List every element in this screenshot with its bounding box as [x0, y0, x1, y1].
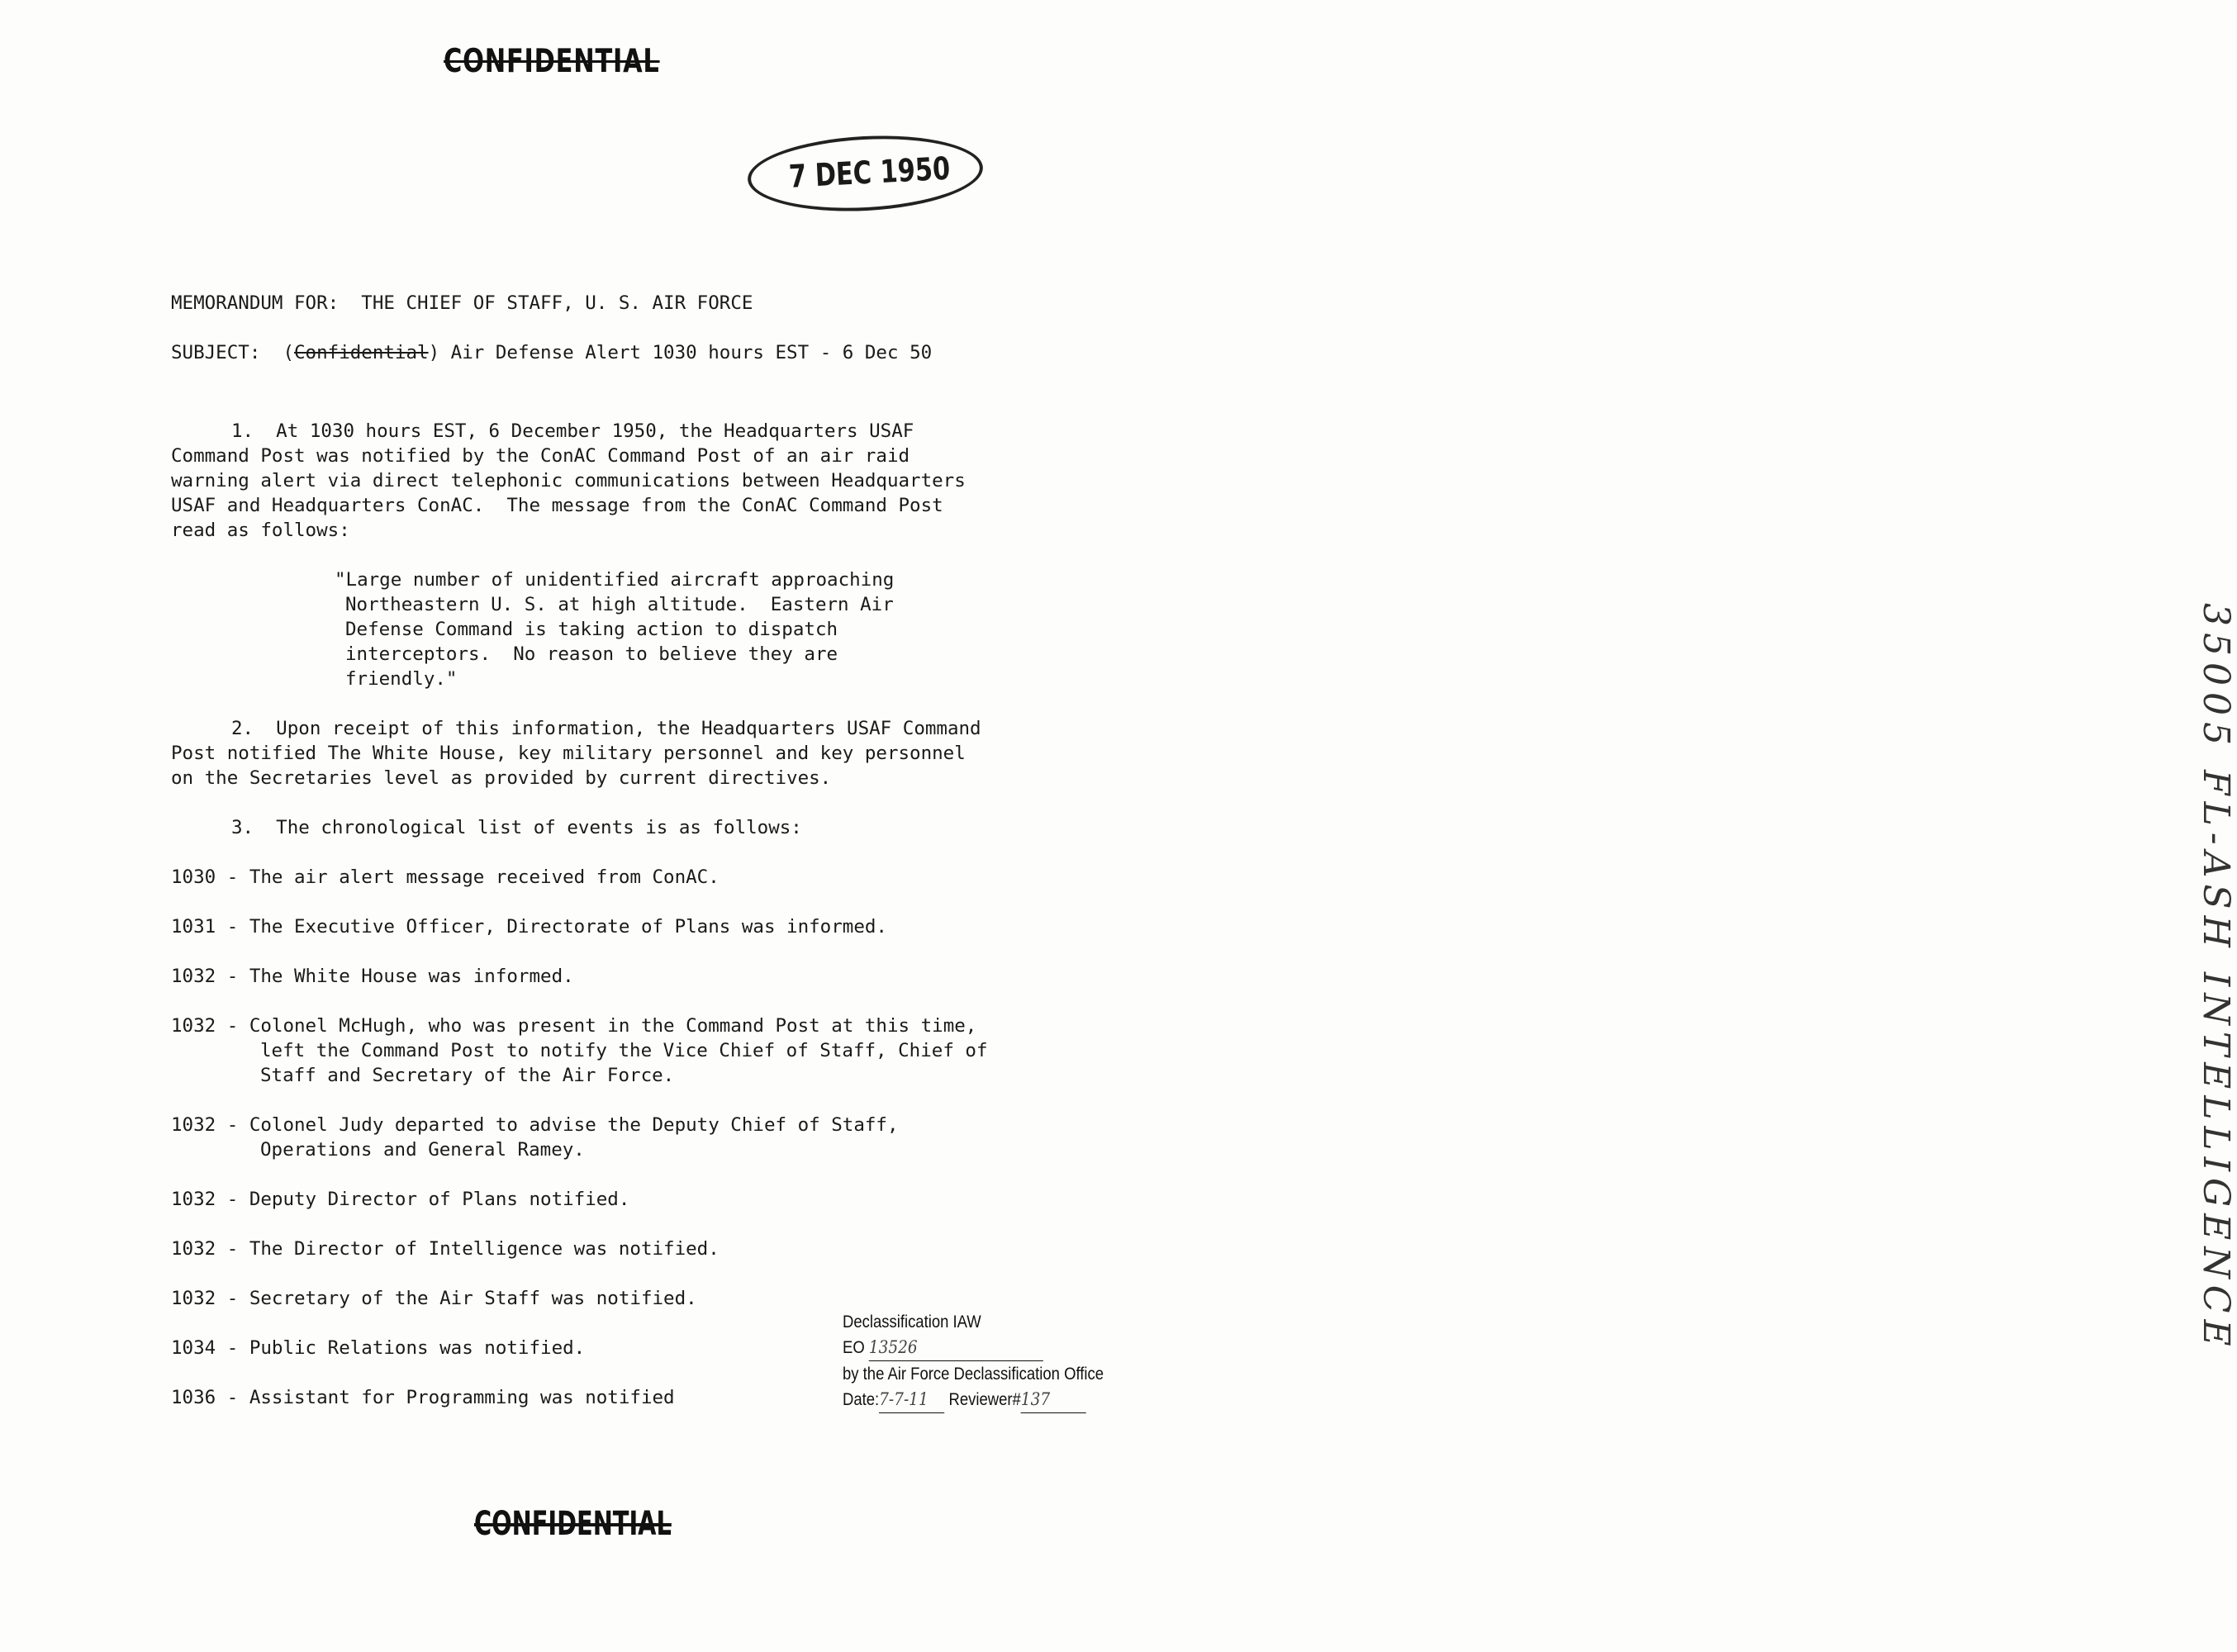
event-row: 1034 - Public Relations was notified. [171, 1337, 586, 1359]
event-text-continued: Operations and General Ramey. [260, 1139, 585, 1161]
event-row: 1032 - The White House was informed. [171, 966, 574, 987]
event-time: 1032 [171, 1015, 216, 1037]
event-row: 1031 - The Executive Officer, Directorate of Plans was informed. [171, 916, 887, 938]
event-text: The White House was informed. [249, 966, 574, 987]
memorandum-label: MEMORANDUM FOR: [171, 292, 340, 314]
date-stamp-text: 7 DEC 1950 [787, 150, 952, 195]
declass-date-label: Date: [843, 1390, 880, 1409]
declass-date-row [843, 1387, 1118, 1413]
declass-reviewer-label: Reviewer# [948, 1390, 1021, 1409]
event-row: 1036 - Assistant for Programming was notified [171, 1387, 675, 1408]
declassification-block [843, 1309, 1156, 1413]
confidential-stamp-bottom: CONFIDENTIAL [474, 1505, 672, 1543]
subject-line: SUBJECT: (Confidential) Air Defense Alert 1030 hours EST - 6 Dec 50 [171, 342, 933, 363]
event-row: 1032 - Deputy Director of Plans notified. [171, 1189, 630, 1210]
event-text-continued: Staff and Secretary of the Air Force. [260, 1065, 675, 1086]
event-text: Deputy Director of Plans notified. [249, 1189, 630, 1210]
date-stamp [746, 131, 985, 217]
event-text-continued: left the Command Post to notify the Vice Chief of Staff, Chief of [260, 1040, 988, 1061]
paragraph2-line: Post notified The White House, key military personnel and key personnel [171, 743, 966, 764]
event-text: The Director of Intelligence was notified. [249, 1238, 720, 1260]
paragraph1-line: Command Post was notified by the ConAC Command Post of an air raid [171, 445, 910, 467]
subject-classification: Confidential [294, 342, 429, 363]
event-time: 1032 [171, 1288, 216, 1309]
event-row: 1032 - Secretary of the Air Staff was notified. [171, 1288, 697, 1309]
subject-text: Air Defense Alert 1030 hours EST - 6 Dec 50 [450, 342, 933, 363]
memorandum-line [171, 291, 753, 316]
paragraph1-line: 1. At 1030 hours EST, 6 December 1950, the Headquarters USAF [231, 420, 914, 442]
declass-eo-label: EO [843, 1338, 865, 1357]
memorandum-recipient: THE CHIEF OF STAFF, U. S. AIR FORCE [361, 292, 753, 314]
event-text: The air alert message received from ConAC. [249, 866, 720, 888]
event-row: 1032 - The Director of Intelligence was notified. [171, 1238, 720, 1260]
event-time: 1031 [171, 916, 216, 938]
declass-eo-value: 13526 [869, 1335, 1043, 1361]
quote-line: "Large number of unidentified aircraft approaching [335, 569, 895, 591]
quote-line: interceptors. No reason to believe they are [345, 643, 838, 665]
paragraph2-line: 2. Upon receipt of this information, the Headquarters USAF Command [231, 718, 981, 739]
handwritten-margin-text: 35005 FL-ASH INTELLIGENCE [2195, 603, 2237, 1353]
declass-title: Declassification IAW [843, 1313, 981, 1332]
subject-label: SUBJECT: [171, 342, 261, 363]
declass-reviewer-value: 137 [1021, 1387, 1086, 1413]
paragraph1-line: USAF and Headquarters ConAC. The message from the ConAC Command Post [171, 495, 943, 516]
event-time: 1030 [171, 866, 216, 888]
event-text: The Executive Officer, Directorate of Plans was informed. [249, 916, 887, 938]
event-time: 1036 [171, 1387, 216, 1408]
event-text: Public Relations was notified. [249, 1337, 586, 1359]
event-time: 1032 [171, 1189, 216, 1210]
paragraph3: 3. The chronological list of events is as follows: [231, 817, 802, 838]
declass-eo [843, 1335, 1118, 1361]
event-time: 1032 [171, 1114, 216, 1136]
event-time: 1032 [171, 1238, 216, 1260]
event-row: 1032 - Colonel McHugh, who was present in the Command Post at this time, [171, 1015, 977, 1037]
event-text: Assistant for Programming was notified [249, 1387, 675, 1408]
confidential-stamp-top: CONFIDENTIAL [444, 43, 660, 80]
event-text: Colonel McHugh, who was present in the Command Post at this time, [249, 1015, 977, 1037]
event-time: 1034 [171, 1337, 216, 1359]
paragraph1-line: read as follows: [171, 520, 350, 541]
quote-line: Northeastern U. S. at high altitude. Eastern Air [345, 594, 894, 615]
quote-line: Defense Command is taking action to dispatch [345, 619, 838, 640]
paragraph2-line: on the Secretaries level as provided by current directives. [171, 767, 832, 789]
declass-date-value: 7-7-11 [879, 1387, 944, 1413]
event-row: 1030 - The air alert message received from ConAC. [171, 866, 720, 888]
event-text: Secretary of the Air Staff was notified. [249, 1288, 697, 1309]
declass-office: by the Air Force Declassification Office [843, 1365, 1104, 1384]
event-row: 1032 - Colonel Judy departed to advise the Deputy Chief of Staff, [171, 1114, 899, 1136]
event-text: Colonel Judy departed to advise the Deputy Chief of Staff, [249, 1114, 899, 1136]
event-time: 1032 [171, 966, 216, 987]
paragraph1-line: warning alert via direct telephonic communications between Headquarters [171, 470, 966, 491]
quote-line: friendly." [345, 668, 458, 690]
